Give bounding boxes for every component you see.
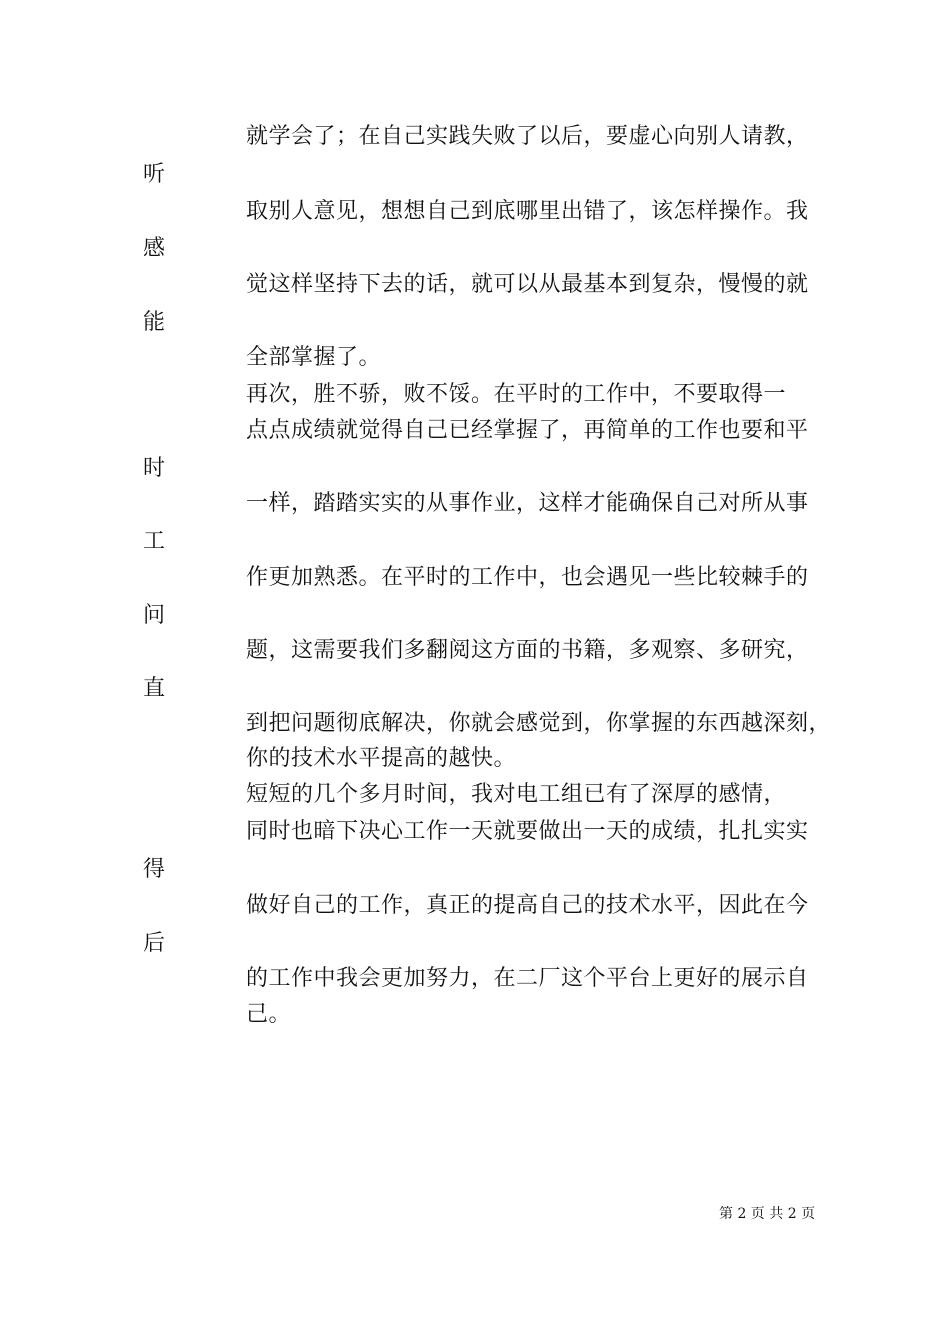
text-line: 做好自己的工作，真正的提高自己的技术水平，因此在今 [246,893,809,918]
side-char: 时 [143,456,166,481]
text-line: 一样，踏踏实实的从事作业，这样才能确保自己对所从事 [246,491,809,516]
side-char: 感 [143,236,166,261]
page-number: 第 2 页 共 2 页 [719,1206,816,1222]
text-line: 再次，胜不骄，败不馁。在平时的工作中，不要取得一 [246,382,787,407]
side-char: 得 [143,857,166,882]
text-line: 己。 [246,1002,292,1027]
side-char: 后 [143,931,166,956]
side-char: 问 [143,603,166,628]
text-line: 短短的几个多月时间，我对电工组已有了深厚的感情， [246,782,787,807]
side-char: 听 [143,162,166,187]
text-line: 同时也暗下决心工作一天就要做出一天的成绩，扎扎实实 [246,819,809,844]
side-char: 能 [143,310,166,335]
side-char: 直 [143,676,166,701]
text-line: 到把问题彻底解决，你就会感觉到，你掌握的东西越深刻， [246,711,832,736]
text-line: 你的技术水平提高的越快。 [246,746,517,771]
text-line: 作更加熟悉。在平时的工作中，也会遇见一些比较棘手的 [246,565,809,590]
text-line: 取别人意见，想想自己到底哪里出错了，该怎样操作。我 [246,199,809,224]
text-line: 全部掌握了。 [246,345,382,370]
text-line: 点点成绩就觉得自己已经掌握了，再简单的工作也要和平 [246,418,809,443]
text-line: 的工作中我会更加努力，在二厂这个平台上更好的展示自 [246,966,809,991]
text-line: 觉这样坚持下去的话，就可以从最基本到复杂，慢慢的就 [246,272,809,297]
text-line: 题，这需要我们多翻阅这方面的书籍，多观察、多研究， [246,638,809,663]
text-line: 就学会了；在自己实践失败了以后，要虚心向别人请教， [246,124,809,149]
side-char: 工 [143,529,166,554]
